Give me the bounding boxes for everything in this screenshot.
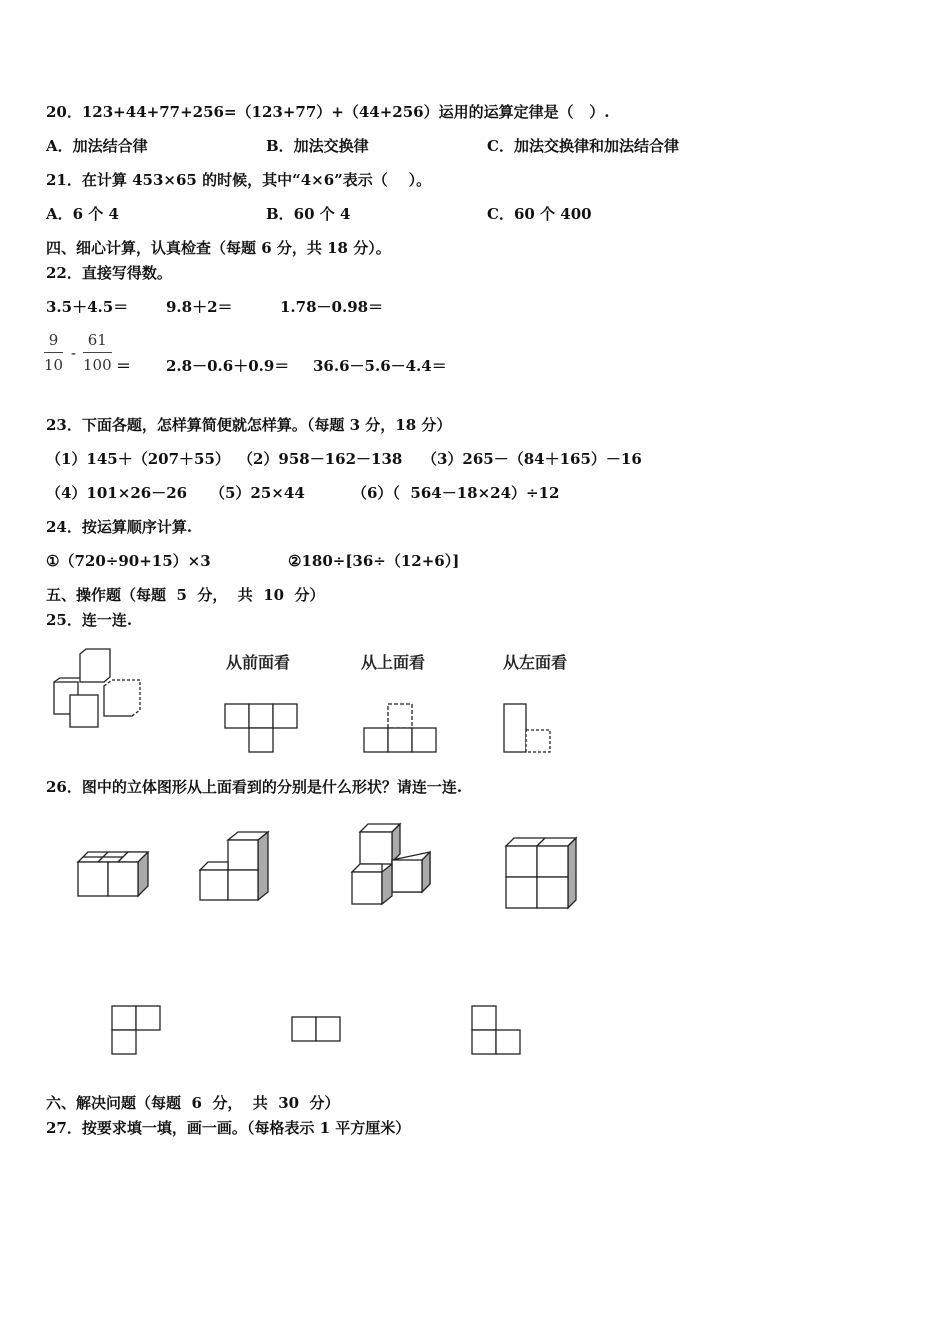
q20-stem: 20．123+44+77+256=（123+77）+（44+256）运用的运算定律是（ ）. (46, 103, 610, 121)
q25-stem: 25．连一连. (46, 611, 133, 629)
q23-item-5: （5）25×44 (210, 484, 305, 502)
q21-stem: 21．在计算 453×65 的时候，其中“4×6”表示（ ）。 (46, 171, 432, 189)
q22-item-1: 3.5＋4.5＝ (46, 298, 129, 316)
q22-stem: 22．直接写得数。 (46, 264, 172, 282)
q23-item-1: （1）145＋（207＋55） (46, 450, 230, 468)
q20-option-b: B．加法交换律 (266, 137, 369, 155)
q21-option-b: B．60 个 4 (266, 205, 351, 223)
q22-item-6: 36.6－5.6－4.4＝ (313, 357, 447, 375)
q22-fraction-2 (83, 331, 112, 374)
q23-item-6: （6）（ 564－18×24）÷12 (352, 484, 560, 502)
q24-item-2: ②180÷[36÷（12+6）] (288, 552, 460, 570)
q25-label-top: 从上面看 (361, 653, 426, 672)
q23-item-2: （2）958－162－138 (238, 450, 403, 468)
q23-item-4: （4）101×26－26 (46, 484, 188, 502)
q22-fraction-2-numerator: 61 (83, 331, 112, 353)
q25-label-front: 从前面看 (226, 653, 291, 672)
q20-option-c: C．加法交换律和加法结合律 (487, 137, 679, 155)
q22-fraction-1-denominator: 10 (44, 356, 64, 374)
q20-option-a: A．加法结合律 (46, 137, 148, 155)
q21-option-c: C．60 个 400 (487, 205, 592, 223)
q26-solid-1 (76, 846, 152, 900)
q25-left-view-shape (503, 703, 555, 755)
q25-cube-stack-figure (50, 648, 150, 730)
q26-top-view-b (291, 1016, 345, 1044)
q22-minus-sign: - (71, 344, 77, 362)
section6-title: 六、解决问题（每题 6 分， 共 30 分） (46, 1094, 340, 1112)
q24-item-1: ①（720÷90+15）×3 (46, 552, 211, 570)
q23-stem: 23．下面各题，怎样算简便就怎样算。（每题 3 分，18 分） (46, 416, 452, 434)
q26-top-view-c (471, 1005, 525, 1057)
q26-solid-3 (350, 822, 436, 906)
q26-solid-4 (504, 836, 580, 912)
q22-equals: ＝ (116, 357, 132, 375)
q22-fraction-1 (44, 331, 63, 374)
q25-label-left: 从左面看 (503, 653, 568, 672)
q26-stem: 26．图中的立体图形从上面看到的分别是什么形状？请连一连. (46, 778, 463, 796)
q22-item-2: 9.8＋2＝ (166, 298, 233, 316)
q27-stem: 27．按要求填一填，画一画。（每格表示 1 平方厘米） (46, 1119, 411, 1137)
q22-item-5: 2.8－0.6＋0.9＝ (166, 357, 290, 375)
q24-stem: 24．按运算顺序计算. (46, 518, 193, 536)
q21-option-a: A．6 个 4 (46, 205, 119, 223)
q26-top-view-a (111, 1005, 165, 1057)
q26-solid-2 (198, 830, 274, 904)
q23-item-3: （3）265－（84＋165）－16 (422, 450, 642, 468)
section5-title: 五、操作题（每题 5 分， 共 10 分） (46, 586, 325, 604)
q25-front-view-shape (224, 703, 300, 753)
q22-fraction-1-numerator: 9 (44, 331, 63, 353)
q22-item-3: 1.78－0.98＝ (280, 298, 384, 316)
q22-fraction-2-denominator: 100 (83, 356, 112, 374)
section4-title: 四、细心计算，认真检查（每题 6 分，共 18 分）。 (46, 239, 391, 257)
q25-top-view-shape (363, 703, 439, 753)
